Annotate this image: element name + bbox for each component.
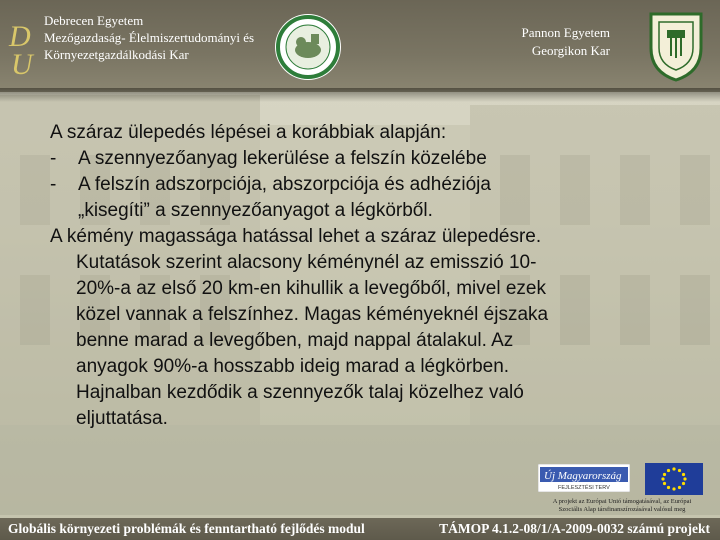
footer-module-title: Globális környezeti problémák és fenntartható fejlődés modul <box>8 521 365 536</box>
paragraph-line: anyagok 90%-a hosszabb ideig marad a légkörben. <box>76 356 510 377</box>
university-name-left <box>44 12 254 63</box>
eu-funding-note <box>528 498 716 514</box>
faculty-line: Georgikon Kar <box>531 43 610 58</box>
faculty-line: Környezetgazdálkodási Kar <box>44 47 189 62</box>
bullet-item <box>50 146 690 172</box>
paragraph-line: A kémény magassága hatással lehet a száraz ülepedésre. <box>50 226 542 247</box>
slide-body <box>50 120 690 432</box>
university-line: Pannon Egyetem <box>521 25 610 40</box>
paragraph-line: közel vannak a felszínhez. Magas kéményeknél éjszaka <box>76 304 549 325</box>
uj-logo-text: Új Magyarország <box>544 470 622 482</box>
header-shadow <box>0 88 720 102</box>
university-name-right <box>510 24 610 60</box>
bullet-text <box>78 146 487 172</box>
paragraph-line: Kutatások szerint alacsony kéménynél az emisszió 10- <box>76 252 537 273</box>
paragraph-line: Hajnalban kezdődik a szennyezők talaj közelhez való <box>76 382 524 403</box>
faculty-crest-icon <box>645 8 707 82</box>
eu-note-line: Szociális Alap társfinanszírozásával valósul meg <box>558 506 686 513</box>
paragraph-line: 20%-a az első 20 km-en kihullik a levegőből, mivel ezek <box>76 278 546 299</box>
uj-magyarorszag-logo-icon <box>538 464 630 492</box>
faculty-line: Mezőgazdaság- Élelmiszertudományi és <box>44 30 255 45</box>
eu-note-line: A projekt az Európai Unió támogatásával, az Európai <box>552 498 692 505</box>
bullet-dash: - <box>50 174 57 195</box>
paragraph-line: eljuttatása. <box>76 408 168 429</box>
uj-logo-sub: FEJLESZTÉSI TERV <box>558 485 610 491</box>
bullet-line: A felszín adszorpciója, abszorpciója és adhéziója <box>78 174 491 195</box>
bullet-line: „kisegíti” a szennyezőanyagot a légkörből. <box>78 200 433 221</box>
university-seal-icon <box>273 12 343 82</box>
svg-text:D: D <box>9 20 31 53</box>
footer-project-id: TÁMOP 4.1.2-08/1/A-2009-0032 számú projekt <box>439 521 710 536</box>
bullet-text <box>78 172 491 224</box>
bullet-item <box>50 172 690 224</box>
eu-flag-icon <box>645 463 703 495</box>
bullet-line: A szennyezőanyag lekerülése a felszín közelébe <box>78 148 487 169</box>
intro-text: A száraz ülepedés lépései a korábbiak alapján: <box>50 122 447 143</box>
svg-text:U: U <box>11 48 33 78</box>
paragraph-line: benne marad a levegőben, majd nappal átalakul. Az <box>76 330 514 351</box>
du-logo-icon <box>5 8 41 78</box>
bullet-dash: - <box>50 148 57 169</box>
university-line: Debrecen Egyetem <box>44 13 144 28</box>
